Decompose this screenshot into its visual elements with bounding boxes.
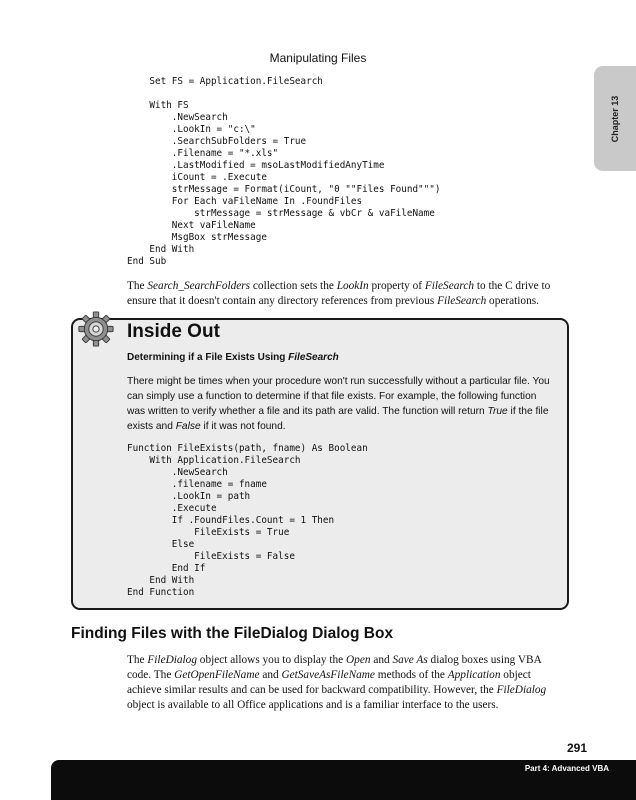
footer-part-label: Part 4: Advanced VBA xyxy=(524,764,609,773)
section-heading: Finding Files with the FileDialog Dialog Box xyxy=(71,625,394,642)
running-head: Manipulating Files xyxy=(269,51,367,65)
footer-bar xyxy=(51,760,636,800)
page-number: 291 xyxy=(567,741,588,755)
paragraph-search-folders: The Search_SearchFolders collection sets the LookIn property of FileSearch to the C drive to ensure that it doesn't contain any directory references from previous FileSearch operations. xyxy=(127,280,551,307)
sidebar-title: Inside Out xyxy=(127,321,220,342)
chapter-tab-label: Chapter 13 xyxy=(610,95,620,142)
chapter-tab xyxy=(594,66,636,171)
gear-icon xyxy=(78,311,114,347)
code-listing-search: Set FS = Application.FileSearch With FS .NewSearch .LookIn = "c:\" .SearchSubFolders = True .Filename = "*.xls" .LastModified = msoLastModifiedAnyTime iCount = .Execute strMessage = Format(iCount, "0 ""Files Found""") For Each vaFileName In .FoundFiles strMessage = strMessage & vbCr & vaFileName Next vaFileName MsgBox strMessage End With End Sub xyxy=(127,76,441,267)
code-listing-file-exists: Function FileExists(path, fname) As Boolean With Application.FileSearch .NewSearch .filename = fname .LookIn = path .Execute If .FoundFiles.Count = 1 Then FileExists = True Else FileExists = False End If End With End Function xyxy=(127,443,368,598)
paragraph-filedialog: The FileDialog object allows you to display the Open and Save As dialog boxes using VBA code. The GetOpenFileName and GetSaveAsFileName methods of the Application object achieve similar results and can be used for backward compatibility. However, the FileDialog object is available to all Office applications and is a familiar interface to the users. xyxy=(127,654,547,711)
sidebar-subtitle: Determining if a File Exists Using FileSearch xyxy=(127,352,339,363)
sidebar-body: There might be times when your procedure won't run successfully without a particular file. You can simply use a function to determine if that file exists. For example, the following function was written to verify whether a file and its path are valid. The function will return True if the file exists and False if it was not found. xyxy=(127,376,550,432)
